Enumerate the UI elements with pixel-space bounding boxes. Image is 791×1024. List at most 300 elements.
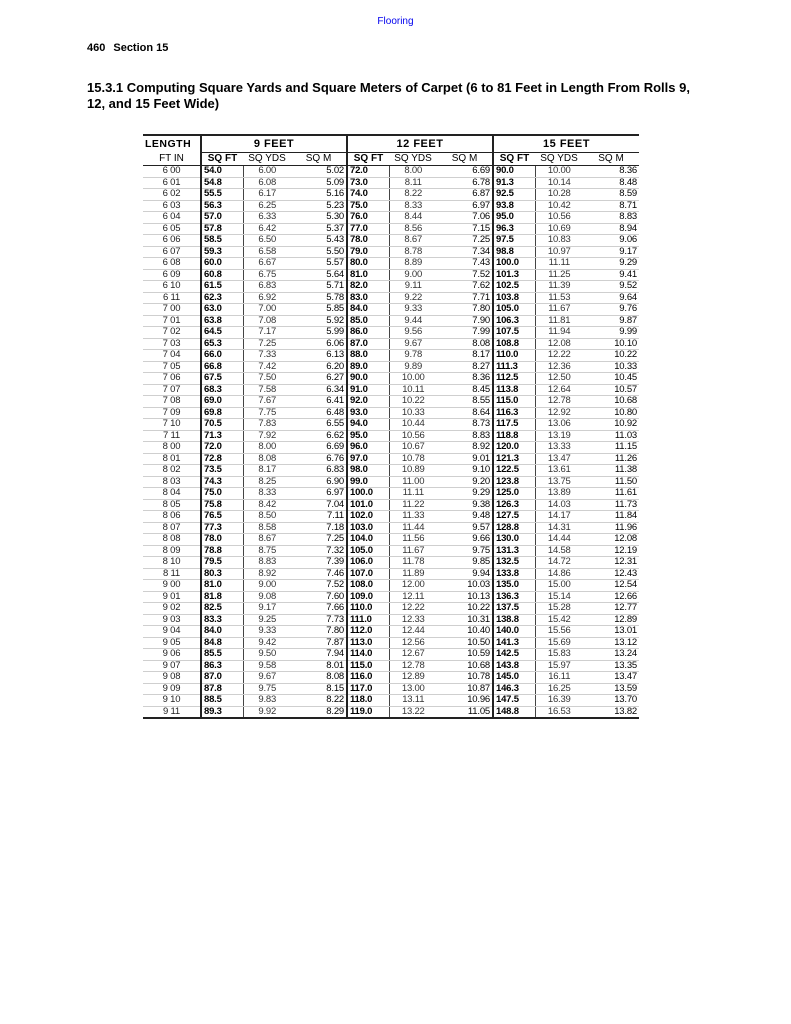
sqyds-cell: 15.83 [535,649,583,661]
sqm-cell: 11.15 [583,442,639,454]
sqft-cell: 54.8 [201,177,243,189]
sqyds-cell: 9.11 [389,281,437,293]
sqyds-cell: 15.97 [535,660,583,672]
page-title: 15.3.1 Computing Square Yards and Square Meters of Carpet (6 to 81 Feet in Length From Rolls 9, 12, and 15 Feet Wide) [87,80,690,111]
sqyds-cell: 9.75 [243,683,291,695]
sqyds-cell: 12.64 [535,384,583,396]
sqft-cell: 107.5 [493,327,535,339]
sqyds-cell: 10.97 [535,246,583,258]
sqft-cell: 105.0 [493,304,535,316]
length-cell: 6 10 [143,281,201,293]
sqyds-cell: 11.78 [389,557,437,569]
sqm-cell: 12.43 [583,568,639,580]
sqyds-cell: 8.00 [243,442,291,454]
sqm-cell: 12.31 [583,557,639,569]
sqm-cell: 13.12 [583,637,639,649]
sqft-cell: 111.0 [347,614,389,626]
sqm-cell: 5.99 [291,327,347,339]
sqft-cell: 78.0 [201,534,243,546]
sqyds-cell: 11.53 [535,292,583,304]
table-row [143,522,639,534]
sqft-cell: 118.8 [493,430,535,442]
sqm-cell: 10.80 [583,407,639,419]
sqft-cell: 83.0 [347,292,389,304]
table-row [143,246,639,258]
sqyds-cell: 7.92 [243,430,291,442]
col-header-sqft: SQ FT [347,153,389,166]
sqm-cell: 13.35 [583,660,639,672]
sqyds-cell: 9.78 [389,350,437,362]
sqft-cell: 103.8 [493,292,535,304]
sqft-cell: 138.8 [493,614,535,626]
table-row [143,637,639,649]
sqft-cell: 105.0 [347,545,389,557]
table-row [143,660,639,672]
sqyds-cell: 11.11 [389,488,437,500]
sqft-cell: 88.5 [201,695,243,707]
sqyds-cell: 8.75 [243,545,291,557]
table-row [143,373,639,385]
section-label: Section 15 [113,42,169,54]
sqm-cell: 6.76 [291,453,347,465]
sqm-cell: 7.80 [437,304,493,316]
sqm-cell: 11.61 [583,488,639,500]
sqft-cell: 66.8 [201,361,243,373]
sqm-cell: 11.73 [583,499,639,511]
length-cell: 8 08 [143,534,201,546]
sqft-cell: 67.5 [201,373,243,385]
sqyds-cell: 9.56 [389,327,437,339]
table-row [143,442,639,454]
sqft-cell: 72.0 [201,442,243,454]
sqm-cell: 8.64 [437,407,493,419]
sqm-cell: 7.06 [437,212,493,224]
sqft-cell: 87.8 [201,683,243,695]
sqyds-cell: 6.75 [243,269,291,281]
sqyds-cell: 8.83 [243,557,291,569]
sqft-cell: 56.3 [201,200,243,212]
sqyds-cell: 8.44 [389,212,437,224]
sqyds-cell: 14.44 [535,534,583,546]
sqyds-cell: 6.25 [243,200,291,212]
length-cell: 9 00 [143,580,201,592]
sqm-cell: 8.17 [437,350,493,362]
sqyds-cell: 8.11 [389,177,437,189]
sqft-cell: 118.0 [347,695,389,707]
sqft-cell: 102.5 [493,281,535,293]
sqm-cell: 5.30 [291,212,347,224]
length-cell: 6 06 [143,235,201,247]
sqm-cell: 11.96 [583,522,639,534]
sqm-cell: 13.82 [583,706,639,718]
sqm-cell: 10.68 [583,396,639,408]
sqft-cell: 119.0 [347,706,389,718]
sqft-cell: 65.3 [201,338,243,350]
table-row [143,568,639,580]
sqyds-cell: 15.69 [535,637,583,649]
sqyds-cell: 13.06 [535,419,583,431]
group-header-12ft: 12 FEET [347,135,493,153]
sqft-cell: 93.0 [347,407,389,419]
sqyds-cell: 6.58 [243,246,291,258]
sqyds-cell: 12.56 [389,637,437,649]
sqm-cell: 5.92 [291,315,347,327]
sqft-cell: 100.0 [493,258,535,270]
sqm-cell: 10.78 [437,672,493,684]
sqyds-cell: 12.67 [389,649,437,661]
length-cell: 8 04 [143,488,201,500]
sqyds-cell: 11.56 [389,534,437,546]
sqm-cell: 7.99 [437,327,493,339]
page-header [87,42,168,54]
sqft-cell: 81.0 [347,269,389,281]
length-cell: 8 09 [143,545,201,557]
group-header-row [143,135,639,153]
sqm-cell: 6.27 [291,373,347,385]
sqyds-cell: 10.14 [535,177,583,189]
sqm-cell: 6.90 [291,476,347,488]
sqyds-cell: 12.50 [535,373,583,385]
sqm-cell: 7.11 [291,511,347,523]
table-row [143,419,639,431]
sqm-cell: 11.26 [583,453,639,465]
sqm-cell: 8.36 [583,166,639,178]
sqm-cell: 10.96 [437,695,493,707]
sqyds-cell: 9.89 [389,361,437,373]
sqm-cell: 13.70 [583,695,639,707]
sqm-cell: 5.85 [291,304,347,316]
sqyds-cell: 16.53 [535,706,583,718]
sqft-cell: 63.8 [201,315,243,327]
sqyds-cell: 7.75 [243,407,291,419]
sqft-cell: 79.5 [201,557,243,569]
sqm-cell: 9.06 [583,235,639,247]
sqyds-cell: 10.28 [535,189,583,201]
table-row [143,212,639,224]
sqyds-cell: 7.25 [243,338,291,350]
sqft-cell: 68.3 [201,384,243,396]
sqm-cell: 6.55 [291,419,347,431]
length-cell: 8 03 [143,476,201,488]
table-row [143,557,639,569]
length-cell: 7 09 [143,407,201,419]
sqft-cell: 148.8 [493,706,535,718]
sqft-cell: 61.5 [201,281,243,293]
sqyds-cell: 11.00 [389,476,437,488]
sqm-cell: 8.73 [437,419,493,431]
sqft-cell: 63.0 [201,304,243,316]
sqm-cell: 6.97 [437,200,493,212]
sqft-cell: 80.3 [201,568,243,580]
sqyds-cell: 8.56 [389,223,437,235]
sqft-cell: 113.0 [347,637,389,649]
sqft-cell: 135.0 [493,580,535,592]
group-header-9ft: 9 FEET [201,135,347,153]
sqyds-cell: 12.11 [389,591,437,603]
sqyds-cell: 9.42 [243,637,291,649]
sqm-cell: 8.92 [437,442,493,454]
table-row [143,396,639,408]
sqft-cell: 73.0 [347,177,389,189]
sqyds-cell: 8.92 [243,568,291,580]
sqyds-cell: 9.33 [243,626,291,638]
sqft-cell: 75.0 [201,488,243,500]
page-number: 460 [87,42,106,54]
sqyds-cell: 10.67 [389,442,437,454]
sqyds-cell: 11.89 [389,568,437,580]
sqyds-cell: 12.22 [389,603,437,615]
carpet-table [143,134,639,719]
sqm-cell: 8.55 [437,396,493,408]
sqyds-cell: 9.25 [243,614,291,626]
sqm-cell: 7.15 [437,223,493,235]
sqyds-cell: 13.00 [389,683,437,695]
table-row [143,695,639,707]
sqm-cell: 8.22 [291,695,347,707]
table-row [143,499,639,511]
sqm-cell: 12.54 [583,580,639,592]
sqft-cell: 95.0 [347,430,389,442]
length-cell: 8 05 [143,499,201,511]
sqm-cell: 5.09 [291,177,347,189]
table-row [143,281,639,293]
sqft-cell: 85.5 [201,649,243,661]
sqft-cell: 91.3 [493,177,535,189]
sqyds-cell: 6.17 [243,189,291,201]
table-row [143,511,639,523]
sqft-cell: 99.0 [347,476,389,488]
sqm-cell: 9.99 [583,327,639,339]
sqyds-cell: 8.33 [389,200,437,212]
col-header-sqyds: SQ YDS [243,153,291,166]
sqft-cell: 98.0 [347,465,389,477]
sqyds-cell: 7.58 [243,384,291,396]
length-cell: 6 11 [143,292,201,304]
length-cell: 7 00 [143,304,201,316]
sqyds-cell: 16.39 [535,695,583,707]
sqyds-cell: 9.50 [243,649,291,661]
table-row [143,338,639,350]
table-row [143,706,639,718]
sqyds-cell: 8.42 [243,499,291,511]
sqyds-cell: 9.00 [243,580,291,592]
length-cell: 7 01 [143,315,201,327]
length-cell: 7 08 [143,396,201,408]
sqyds-cell: 8.89 [389,258,437,270]
sqft-cell: 125.0 [493,488,535,500]
sqm-cell: 6.97 [291,488,347,500]
sqyds-cell: 12.78 [389,660,437,672]
sqft-cell: 106.3 [493,315,535,327]
sqft-cell: 128.8 [493,522,535,534]
sqyds-cell: 8.33 [243,488,291,500]
sqm-cell: 7.43 [437,258,493,270]
sqyds-cell: 8.22 [389,189,437,201]
sqft-cell: 62.3 [201,292,243,304]
length-cell: 9 08 [143,672,201,684]
sqyds-cell: 11.11 [535,258,583,270]
sqm-cell: 9.29 [583,258,639,270]
sqm-cell: 7.25 [291,534,347,546]
sqm-cell: 10.59 [437,649,493,661]
sqyds-cell: 11.25 [535,269,583,281]
table-row [143,361,639,373]
sqm-cell: 9.29 [437,488,493,500]
table-row [143,580,639,592]
sqft-cell: 114.0 [347,649,389,661]
sqm-cell: 8.29 [291,706,347,718]
sqm-cell: 7.71 [437,292,493,304]
sqm-cell: 8.08 [437,338,493,350]
sqm-cell: 12.19 [583,545,639,557]
sqyds-cell: 15.28 [535,603,583,615]
sqyds-cell: 8.67 [243,534,291,546]
sqyds-cell: 11.33 [389,511,437,523]
sqyds-cell: 6.92 [243,292,291,304]
sqyds-cell: 14.86 [535,568,583,580]
sqyds-cell: 14.58 [535,545,583,557]
sqyds-cell: 9.83 [243,695,291,707]
table-row [143,534,639,546]
sqm-cell: 12.66 [583,591,639,603]
sqyds-cell: 11.44 [389,522,437,534]
sqft-cell: 98.8 [493,246,535,258]
sqft-cell: 96.3 [493,223,535,235]
sqft-cell: 79.0 [347,246,389,258]
sqft-cell: 86.0 [347,327,389,339]
sqm-cell: 7.62 [437,281,493,293]
sqft-cell: 71.3 [201,430,243,442]
sqm-cell: 10.22 [437,603,493,615]
sqm-cell: 7.39 [291,557,347,569]
sqm-cell: 9.66 [437,534,493,546]
sqft-cell: 146.3 [493,683,535,695]
sqft-cell: 74.0 [347,189,389,201]
carpet-table-body [143,166,639,719]
sqm-cell: 8.83 [437,430,493,442]
sqyds-cell: 10.00 [389,373,437,385]
length-cell: 8 00 [143,442,201,454]
length-cell: 9 02 [143,603,201,615]
sqm-cell: 5.71 [291,281,347,293]
sqft-cell: 141.3 [493,637,535,649]
sqyds-cell: 13.22 [389,706,437,718]
sqm-cell: 9.38 [437,499,493,511]
sqm-cell: 7.94 [291,649,347,661]
sqyds-cell: 6.00 [243,166,291,178]
length-cell: 6 00 [143,166,201,178]
sqyds-cell: 10.78 [389,453,437,465]
sqm-cell: 9.17 [583,246,639,258]
table-row [143,384,639,396]
sqyds-cell: 12.78 [535,396,583,408]
length-cell: 8 02 [143,465,201,477]
sqft-cell: 103.0 [347,522,389,534]
sqm-cell: 6.20 [291,361,347,373]
table-row [143,292,639,304]
sqyds-cell: 9.22 [389,292,437,304]
sqm-cell: 9.48 [437,511,493,523]
sqft-cell: 112.5 [493,373,535,385]
sqft-cell: 94.0 [347,419,389,431]
sqft-cell: 133.8 [493,568,535,580]
sqm-cell: 10.45 [583,373,639,385]
sqm-cell: 8.94 [583,223,639,235]
sqyds-cell: 6.42 [243,223,291,235]
sqm-cell: 9.85 [437,557,493,569]
length-header: LENGTH [143,135,201,153]
sqyds-cell: 9.17 [243,603,291,615]
sqyds-cell: 6.33 [243,212,291,224]
group-header-15ft: 15 FEET [493,135,639,153]
sqm-cell: 9.01 [437,453,493,465]
sqyds-cell: 10.00 [535,166,583,178]
length-cell: 7 06 [143,373,201,385]
sqyds-cell: 8.58 [243,522,291,534]
col-header-sqyds: SQ YDS [535,153,583,166]
table-row [143,177,639,189]
sqft-cell: 140.0 [493,626,535,638]
sqft-cell: 70.5 [201,419,243,431]
sqft-cell: 81.0 [201,580,243,592]
sqft-cell: 110.0 [347,603,389,615]
sqyds-cell: 15.56 [535,626,583,638]
sqm-cell: 10.57 [583,384,639,396]
table-row [143,223,639,235]
sqm-cell: 13.01 [583,626,639,638]
sqft-cell: 101.0 [347,499,389,511]
table-row [143,545,639,557]
table-row [143,166,639,178]
sqm-cell: 10.92 [583,419,639,431]
sqft-cell: 80.0 [347,258,389,270]
sqyds-cell: 9.58 [243,660,291,672]
sqm-cell: 10.31 [437,614,493,626]
sqm-cell: 12.89 [583,614,639,626]
sqyds-cell: 7.08 [243,315,291,327]
length-cell: 6 02 [143,189,201,201]
length-cell: 9 07 [143,660,201,672]
sqm-cell: 10.10 [583,338,639,350]
sqft-cell: 97.0 [347,453,389,465]
col-header-sqft: SQ FT [201,153,243,166]
sqm-cell: 7.52 [437,269,493,281]
top-flooring-link[interactable]: Flooring [377,16,414,27]
sqm-cell: 9.76 [583,304,639,316]
sqft-cell: 116.0 [347,672,389,684]
sqm-cell: 7.60 [291,591,347,603]
sqm-cell: 12.77 [583,603,639,615]
sqft-cell: 76.0 [347,212,389,224]
sqm-cell: 11.50 [583,476,639,488]
sqm-cell: 6.06 [291,338,347,350]
sqyds-cell: 7.42 [243,361,291,373]
sqft-cell: 92.0 [347,396,389,408]
sqyds-cell: 15.00 [535,580,583,592]
sqft-cell: 117.5 [493,419,535,431]
sqft-cell: 143.8 [493,660,535,672]
sqm-cell: 5.37 [291,223,347,235]
col-header-sqft: SQ FT [493,153,535,166]
length-cell: 7 07 [143,384,201,396]
length-cell: 9 05 [143,637,201,649]
sqm-cell: 6.62 [291,430,347,442]
sqft-cell: 78.8 [201,545,243,557]
sqyds-cell: 10.33 [389,407,437,419]
sqyds-cell: 10.11 [389,384,437,396]
sqyds-cell: 10.83 [535,235,583,247]
sqm-cell: 9.64 [583,292,639,304]
